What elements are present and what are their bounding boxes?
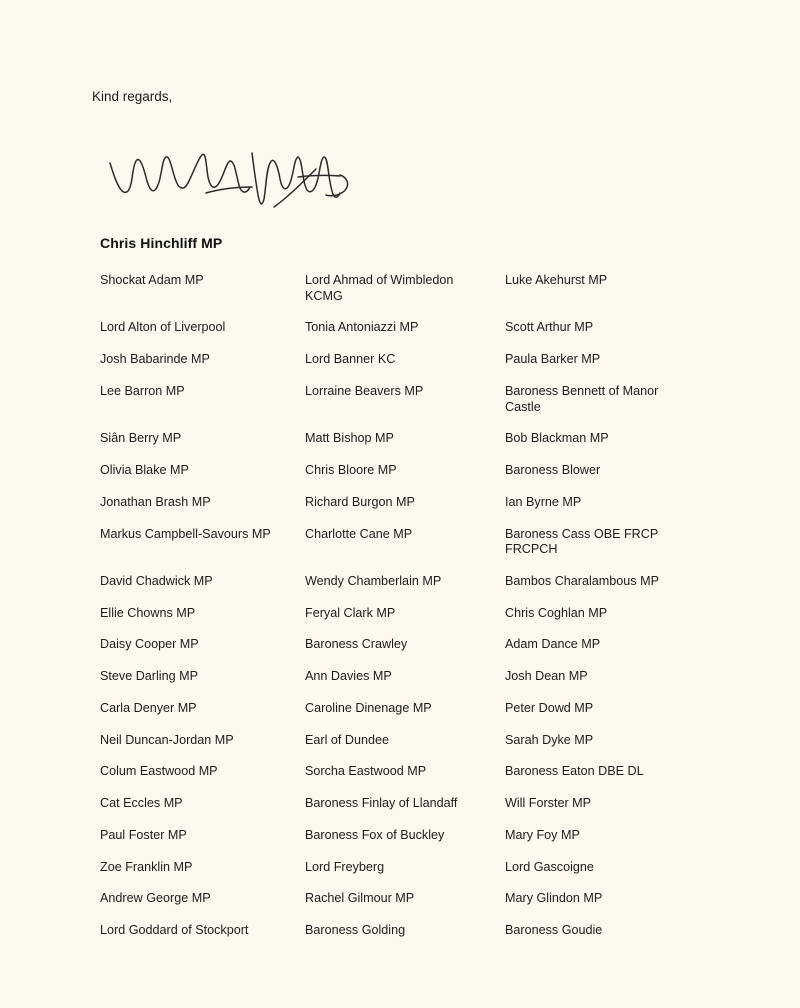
list-item: Cat Eccles MP xyxy=(100,796,183,811)
list-item: Wendy Chamberlain MP xyxy=(305,573,442,588)
list-item: Lord Freyberg xyxy=(305,859,385,874)
list-item: Rachel Gilmour MP xyxy=(305,891,415,906)
list-item: Sorcha Eastwood MP xyxy=(305,764,427,779)
list-item: Shockat Adam MP xyxy=(100,272,204,287)
list-item: Lord Alton of Liverpool xyxy=(100,320,226,335)
list-item: Zoe Franklin MP xyxy=(100,859,193,874)
list-item: Olivia Blake MP xyxy=(100,463,189,478)
list-item: Colum Eastwood MP xyxy=(100,764,218,779)
list-item: Jonathan Brash MP xyxy=(100,494,211,509)
list-item: Lord Gascoigne xyxy=(505,859,594,874)
list-item: Lorraine Beavers MP xyxy=(305,383,424,398)
signature-image xyxy=(102,125,708,235)
list-item: Paul Foster MP xyxy=(100,827,187,842)
list-item: Carla Denyer MP xyxy=(100,700,197,715)
signer-name: Chris Hinchliff MP xyxy=(100,234,223,251)
list-item: Ann Davies MP xyxy=(305,669,392,684)
list-item: Luke Akehurst MP xyxy=(505,272,608,287)
list-item: Paula Barker MP xyxy=(505,352,601,367)
list-item: Earl of Dundee xyxy=(305,732,390,747)
list-item: Baroness Finlay of Llandaff xyxy=(305,796,458,811)
list-item: Baroness Eaton DBE DL xyxy=(505,764,644,779)
list-item: Ellie Chowns MP xyxy=(100,605,196,620)
list-item: Josh Babarinde MP xyxy=(100,352,210,367)
list-item: Matt Bishop MP xyxy=(305,431,394,446)
list-item: Chris Bloore MP xyxy=(305,463,397,478)
list-item: Markus Campbell-Savours MP xyxy=(100,526,271,541)
list-item: Steve Darling MP xyxy=(100,669,198,684)
list-item: Neil Duncan-Jordan MP xyxy=(100,732,234,747)
list-item: Lee Barron MP xyxy=(100,383,185,398)
signatories-list xyxy=(100,273,708,939)
list-item: Baroness Goudie xyxy=(505,923,603,938)
list-item: Bob Blackman MP xyxy=(505,431,609,446)
list-item: Baroness Bennett of Manor Castle xyxy=(505,383,659,414)
list-item: David Chadwick MP xyxy=(100,573,213,588)
list-item: Lord Banner KC xyxy=(305,352,396,367)
list-item: Mary Glindon MP xyxy=(505,891,603,906)
list-item: Tonia Antoniazzi MP xyxy=(305,320,419,335)
closing-salutation: Kind regards, xyxy=(92,89,173,104)
list-item: Peter Dowd MP xyxy=(505,700,594,715)
list-item: Lord Ahmad of Wimbledon KCMG xyxy=(305,272,454,303)
list-item: Mary Foy MP xyxy=(505,827,580,842)
list-item: Baroness Fox of Buckley xyxy=(305,827,445,842)
list-item: Andrew George MP xyxy=(100,891,211,906)
list-item: Bambos Charalambous MP xyxy=(505,573,659,588)
list-item: Siân Berry MP xyxy=(100,431,182,446)
list-item: Lord Goddard of Stockport xyxy=(100,923,249,938)
list-item: Charlotte Cane MP xyxy=(305,526,413,541)
list-item: Chris Coghlan MP xyxy=(505,605,608,620)
list-item: Daisy Cooper MP xyxy=(100,637,199,652)
list-item: Baroness Crawley xyxy=(305,637,408,652)
list-item: Baroness Golding xyxy=(305,923,406,938)
list-item: Ian Byrne MP xyxy=(505,494,582,509)
list-item: Scott Arthur MP xyxy=(505,320,594,335)
list-item: Sarah Dyke MP xyxy=(505,732,594,747)
list-item: Feryal Clark MP xyxy=(305,605,396,620)
list-item: Richard Burgon MP xyxy=(305,494,415,509)
list-item: Baroness Cass OBE FRCP FRCPCH xyxy=(505,526,659,557)
list-item: Will Forster MP xyxy=(505,796,592,811)
list-item: Caroline Dinenage MP xyxy=(305,700,432,715)
list-item: Adam Dance MP xyxy=(505,637,601,652)
list-item: Baroness Blower xyxy=(505,463,601,478)
list-item: Josh Dean MP xyxy=(505,669,588,684)
